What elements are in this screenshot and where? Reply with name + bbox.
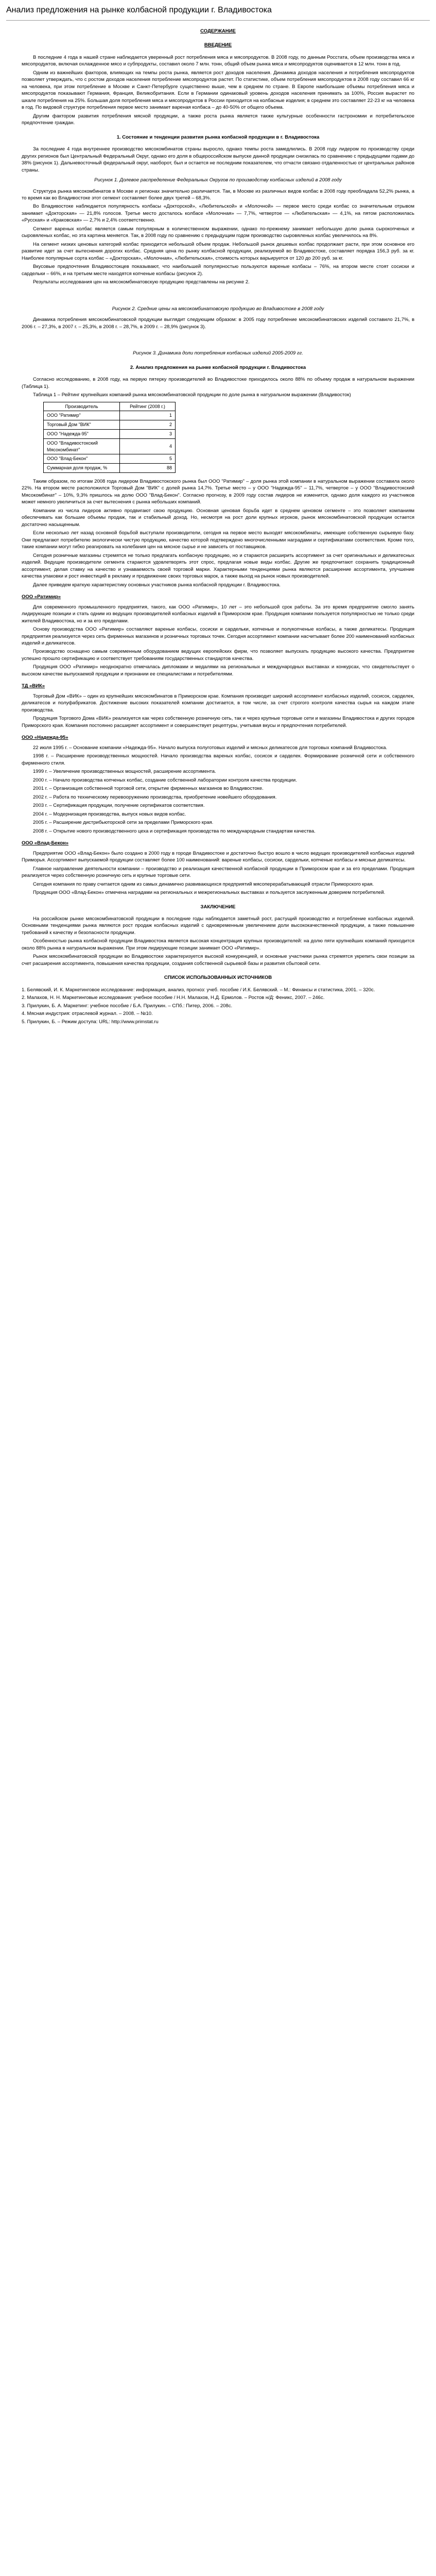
table-row xyxy=(44,420,176,430)
references-heading: СПИСОК ИСПОЛЬЗОВАННЫХ ИСТОЧНИКОВ xyxy=(164,975,272,981)
document-body xyxy=(6,28,430,1026)
company-paragraph: Торговый Дом «ВИК» – один из крупнейших мясокомбинатов в Приморском крае. Компания производит широкий ассортимент колбасных изделий, сосисок, сарделек, деликатесов и полуфабрикатов. Достижение высоких показателей компании достигается, в том числе, за счет строгого контроля качества сырья на каждом этапе производства. xyxy=(22,693,414,713)
company-paragraph: Основу производства ООО «Ратимир» составляют вареные колбасы, сосиски и сардельки, копченые и полукопченые колбасы, а также деликатесы. Продукция предприятия реализуется через сеть фирменных магазинов и розничных торговых точек. Сегодня ассортимент компании насчитывает более 200 наименований колбасных изделий и деликатесов. xyxy=(22,626,414,646)
table-cell: ООО "Влад-Бекон" xyxy=(44,454,120,464)
timeline-item: 2000 г. – Начало производства копченых колбас, создание собственной лаборатории контроля качества продукции. xyxy=(33,777,297,783)
table-cell: 3 xyxy=(120,429,176,438)
timeline-item: 22 июля 1995 г. – Основание компании «Надежда-95». Начало выпуска полуготовых изделий и мясных деликатесов для торговых компаний Владивостока. xyxy=(33,744,388,751)
table-header-row xyxy=(44,402,176,411)
figure3-caption: Рисунок 3. Динамика доли потребления колбасных изделий 2005-2009 гг. xyxy=(133,350,303,357)
reference-item: 4. Мясная индустрия: отраслевой журнал. – 2008. – №10. xyxy=(22,1011,153,1017)
company-paragraph: Главное направление деятельности компании – производство и реализация качественной колбасной продукции в Приморском крае и за его пределами. Продукция реализуется через собственную розничную сеть и крупные торговые сети. xyxy=(22,866,414,879)
conclusion-heading: ЗАКЛЮЧЕНИЕ xyxy=(200,904,236,910)
timeline-item: 2005 г. – Расширение дистрибьюторской сети за пределами Приморского края. xyxy=(33,820,214,826)
producers-table xyxy=(43,402,176,473)
timeline-item: 2004 г. – Модернизация производства, выпуск новых видов колбас. xyxy=(33,811,186,817)
document-title: Анализ предложения на рынке колбасной продукции г. Владивостока xyxy=(6,6,272,14)
company-paragraph: Продукция ООО «Влад-Бекон» отмечена наградами на региональных и межрегиональных выставках и пользуется заслуженным доверием потребителей. xyxy=(33,890,386,896)
section2-paragraph: Согласно исследованию, в 2008 году, на первую пятерку производителей во Владивостоке приходилось около 88% по объему продаж в натуральном выражении (Таблица 1). xyxy=(22,377,414,389)
section2-paragraph: Если несколько лет назад основной борьбой выступали производители, сегодня на первое место выходят мясокомбинаты, имеющие собственную сырьевую базу. Они предлагают потребителю экологически чистую продукцию, качество которой подтверждено многочисленными наградами и сертификатами соответствия. Кроме того, такие компании могут гибко реагировать на колебания цен на мясное сырье и не зависеть от поставщиков. xyxy=(22,530,414,550)
table-row xyxy=(44,429,176,438)
table-caption: Таблица 1 – Рейтинг крупнейших компаний рынка мясокомбинатовской продукции по доле рынка в натуральном выражении (Владивосток) xyxy=(33,392,351,398)
section2-paragraph: Компании из числа лидеров активно продвигают свою продукцию. Основная ценовая борьба идет в среднем ценовом сегменте – это позволяет компаниям обеспечивать как большие объемы продаж, так и стабильный доход. Но, несмотря на рост доли крупных игроков, рынок мясокомбинатовской продукции остается достаточно насыщенным. xyxy=(22,507,414,528)
section2-paragraph: Сегодня розничные магазины стремятся не только предлагать колбасную продукцию, но и стараются расширить ассортимент за счет оригинальных и деликатесных изделий. Ведущие производители сегмента стараются удовлетворять этот спрос, предлагая новые виды колбас. Другие же предпочитают сохранить традиционный ассортимент, делая ставку на качество и узнаваемость своей торговой марки. Характерными тенденциями рынка являются расширение ассортимента, улучшение качества упаковки и рост инвестиций в рекламу и продвижение своих торговых марок, а также выход на рынок новых производителей. xyxy=(22,552,414,580)
figure1-caption: Рисунок 1. Долевое распределение Федеральных Округов по производству колбасных изделий в 2008 году xyxy=(94,177,342,183)
reference-item: 5. Прилукин, Б. – Режим доступа: URL: http://www.primstat.ru xyxy=(22,1019,159,1025)
section1-paragraph: Результаты исследования цен на мясокомбинатовскую продукцию представлены на рисунке 2. xyxy=(33,279,250,285)
intro-paragraph: Другим фактором развития потребления мясной продукции, а также роста рынка является также культурные особенности гастрономии и потребительское предпочтение граждан. xyxy=(22,113,414,126)
table-cell: ООО "Владивостокский Мясокомбинат" xyxy=(44,438,120,454)
table-header-cell: Производитель xyxy=(44,402,120,411)
intro-paragraph: В последние 4 года в нашей стране наблюдается уверенный рост потребления мяса и мясопродуктов. В 2008 году, по данным Росстата, объем производства мяса и мясопродуктов, включая охлажденное мясо и субпродукты, составил около 7 млн. тонн, общий объем рынка мяса и мясопродуктов оценивается в 12 млн. тонн в год. xyxy=(22,54,414,67)
company-paragraph: Продукция ООО «Ратимир» неоднократно отмечалась дипломами и медалями на региональных и международных выставках и конкурсах, что свидетельствует о высоком качестве выпускаемой продукции и признании ее специалистами и потребителями. xyxy=(22,664,414,677)
company-paragraph: Для современного промышленного предприятия, такого, как ООО «Ратимир», 10 лет – это небольшой срок работы. За это время предприятие смогло занять лидирующие позиции и стать одним из ведущих производителей колбасных изделий в Приморском крае. Продукция компании пользуется популярностью не только среди жителей Владивостока, но и за его пределами. xyxy=(22,604,414,624)
company-heading: ООО «Ратимир» xyxy=(22,594,61,600)
table-cell: 1 xyxy=(120,411,176,420)
section1-paragraph: За последние 4 года внутреннее производство мясокомбинатов страны выросло, однако темпы роста замедлились. В 2008 году лидером по производству среди других регионов был Центральный Федеральный Округ, однако его доля в общероссийском выпуске данной продукции снизилась по сравнению с предыдущими годами до 38% (рисунок 1). Дальневосточный федеральный округ, наоборот, был и остается не последним показателем, что отчасти связано отдаленностью от центральных районов страны. xyxy=(22,146,414,173)
figure2-caption: Рисунок 2. Средние цены на мясокомбинатовскую продукцию во Владивостоке в 2008 году xyxy=(112,306,324,312)
table-cell: Торговый Дом "ВИК" xyxy=(44,420,120,430)
conclusion-paragraph: Рынок мясокомбинатовской продукции во Владивостоке характеризуется высокой конкуренцией, и основные участники рынка стремятся укрепить свои позиции за счет расширения ассортимента, повышения качества продукции, создания собственной сырьевой базы и развития сбытовой сети. xyxy=(22,954,414,967)
reference-item: 1. Белявский, И. К. Маркетинговое исследование: информация, анализ, прогноз: учеб. пособие / И.К. Белявский. – М.: Финансы и статистика, 2001. – 320с. xyxy=(22,987,375,993)
company-paragraph: Сегодня компания по праву считается одним из самых динамично развивающихся предприятий мясоперерабатывающей отрасли Приморского края. xyxy=(33,881,374,887)
reference-item: 3. Прилукин, Б. А. Маркетинг: учебное пособие / Б.А. Прилукин. – СПб.: Питер, 2006. – 208с. xyxy=(22,1003,233,1009)
table-row xyxy=(44,411,176,420)
table-cell: 2 xyxy=(120,420,176,430)
conclusion-paragraph: На российском рынке мясокомбинатовской продукции в последние годы наблюдается заметный рост, растущий производство и потребление колбасных изделий. Основными тенденциями рынка являются рост продаж колбасных изделий с одновременным увеличением доли высококачественной продукции, а также повышение требований к качеству и безопасности продукции. xyxy=(22,916,414,936)
company-heading: ТД «ВИК» xyxy=(22,683,45,689)
timeline-item: 2002 г. – Работа по техническому перевооружению производства, приобретение новейшего оборудования. xyxy=(33,794,277,800)
company-heading: ООО «Влад-Бекон» xyxy=(22,840,69,846)
conclusion-paragraph: Особенностью рынка колбасной продукции Владивостока является высокая концентрация крупных производителей: на долю пяти крупнейших компаний приходится около 88% рынка в натуральном выражении. При этом лидирующие позиции занимает ООО «Ратимир». xyxy=(22,938,414,951)
table-header-cell: Рейтинг (2008 г.) xyxy=(120,402,176,411)
contents-heading: СОДЕРЖАНИЕ xyxy=(200,28,236,34)
section1-paragraph: Сегмент вареных колбас является самым популярным в количественном выражении, однако по-прежнему занимает небольшую долю рынка сырокопченых и сыровяленых колбас, но эта картина меняется. Так, в 2008 году по сравнению с предыдущим годом производство сыровяленых колбас увеличилось на 8%. xyxy=(22,226,414,239)
table-row xyxy=(44,438,176,454)
section2-paragraph: Таким образом, по итогам 2008 года лидером Владивостокского рынка был ООО "Ратимир" – доля рынка этой компании в натуральном выражении составила около 22%. На втором месте расположился Торговый Дом "ВИК" с долей рынка 14,7%. Третье место – у ООО "Надежда-95" – 11,7%, четвертое – у ООО "Владивостокский Мясокомбинат" – 10%, 9,3% пришлось на долю ООО "Влад-Бекон". Согласно прогнозу, в 2009 году состав лидеров не изменится, однако доля каждого из участников может немного увеличиться за счет вытеснения с рынка небольших компаний. xyxy=(22,478,414,505)
intro-heading: ВВЕДЕНИЕ xyxy=(204,42,232,48)
intro-paragraph: Одним из важнейших факторов, влияющих на темпы роста рынка, является рост доходов населения. Динамика доходов населения и потребления мясопродуктов позволяет утверждать, что с ростом доходов населения потребление мясопродуктов растет. По статистике, объем потребления мясопродуктов в 2008 году составил 66 кг на человека, при этом потребление в Москве и Санкт-Петербурге существенно выше, чем в среднем по стране. В Европе наибольшие объемы потребления мяса и мясопродуктов показывают Германия, Франция, Великобритания. Если в Германии одинаковый уровень доходов населения принимать за 100%, Россия вырастет по шкале потребления на 25%. Большая доля потребления мяса и мясопродуктов в России приходится на колбасные изделия; в среднем это составляет 22-23 кг на человека в год. По видовой структуре потребления первое место занимает вареная колбаса – до 40-50% от общего объема. xyxy=(22,70,414,111)
company-paragraph: Продукция Торгового Дома «ВИК» реализуется как через собственную розничную сеть, так и через крупные торговые сети и магазины Владивостока и других городов Приморского края. Компания постоянно расширяет ассортимент и совершенствует рецептуры, учитывая вкусы и предпочтения потребителей. xyxy=(22,716,414,728)
section1-heading: 1. Состояние и тенденции развития рынка колбасной продукции в г. Владивостока xyxy=(116,134,320,140)
references-list xyxy=(22,987,414,1025)
timeline-item: 2001 г. – Организация собственной торговой сети, открытие фирменных магазинов во Владивостоке. xyxy=(33,786,264,792)
company-timeline xyxy=(22,744,414,835)
timeline-item: 1999 г. – Увеличение производственных мощностей, расширение ассортимента. xyxy=(33,769,216,775)
table-cell: 5 xyxy=(120,454,176,464)
company-paragraph: Предприятие ООО «Влад-Бекон» было создано в 2000 году в городе Владивостоке и достаточно быстро вошло в число ведущих производителей колбасных изделий Приморья. Ассортимент выпускаемой продукции составляет более 100 наименований: вареные колбасы, сосиски, сардельки, копченые колбасы и мясные деликатесы. xyxy=(22,850,414,863)
section2-heading: 2. Анализ предложения на рынке колбасной продукции г. Владивостока xyxy=(130,364,306,370)
section1-paragraph: Вкусовые предпочтения Владивостокцев показывают, что наибольшей популярностью пользуются вареные колбасы – 76%, на втором месте стоят сосиски и сардельки – 66%, и на третьем месте находятся копченые колбасы (рисунок 2). xyxy=(22,264,414,277)
section1-paragraph: Во Владивостоке наблюдается популярность колбасы «Докторской», «Любительской» и «Молочной» — первое место среди колбас со значительным отрывом занимает «Докторская» — 21,8% голосов. Третье место досталось колбасе «Молочная» — 7,7%, четвертое — «Любительская» — 4,1%, на пятом расположилась «Русская» и «Краковская» — 2,7% и 2,4% соответственно. xyxy=(22,204,414,224)
table-row xyxy=(44,454,176,464)
table-cell: 88 xyxy=(120,464,176,473)
timeline-item: 2003 г. – Сертификация продукции, получение сертификатов соответствия. xyxy=(33,803,205,809)
title-divider xyxy=(6,20,430,21)
section2-paragraph: Далее приведем краткую характеристику основных участников рынка колбасной продукции г. Владивостока. xyxy=(33,582,281,588)
timeline-item: 1998 г. – Расширение производственных мощностей. Начало производства вареных колбас, сосисок и сарделек. Формирование розничной сети и собственного фирменного стиля. xyxy=(22,753,414,766)
section1-paragraph: На сегмент низких ценовых категорий колбас приходится небольшой объем продаж. Небольшой рынок дешевых колбас продолжает расти, при этом основное его развитие идет за счет вытеснения дорогих колбас. Средняя цена по рынку колбасной продукции, реализуемой во Владивостоке, составляет порядка 156,3 руб. за кг. Наиболее популярные сорта колбас – «Докторская», «Молочная», «Любительская», стоимость которых варьируется от 120 до 200 руб. за кг. xyxy=(22,241,414,261)
section1-paragraph: Динамика потребления мясокомбинатовской продукции выглядит следующим образом: в 2005 году потребление мясокомбинатовских изделий составило 21,7%, в 2006 г. – 27,3%, в 2007 г. – 25,3%, в 2008 г. – 28,7%, в 2009 г. – 28,9% (рисунок 3). xyxy=(22,317,414,330)
table-row xyxy=(44,464,176,473)
document-page xyxy=(0,0,436,1036)
table-cell: Суммарная доля продаж, % xyxy=(44,464,120,473)
table-cell: ООО "Надежда-95" xyxy=(44,429,120,438)
company-heading: ООО «Надежда-95» xyxy=(22,735,68,741)
table-cell: 4 xyxy=(120,438,176,454)
table-cell: ООО "Ратимир" xyxy=(44,411,120,420)
timeline-item: 2008 г. – Открытие нового производственного цеха и сертификация производства по международным стандартам качества. xyxy=(33,828,316,834)
reference-item: 2. Малахов, Н. Н. Маркетинговые исследования: учебное пособие / Н.Н. Малахов, Н.Д. Ермолов. – Ростов н/Д: Феникс, 2007. – 246с. xyxy=(22,995,325,1001)
section1-paragraph: Структура рынка мясокомбинатов в Москве и регионах значительно различается. Так, в Москве из различных видов колбас в 2008 году преобладала 52,2% рынка, а то время как во Владивостоке этот сегмент составляет более двух третей – 68,3%. xyxy=(22,188,414,201)
company-paragraph: Производство оснащено самым современным оборудованием ведущих европейских фирм, что позволяет выпускать продукцию высокого качества. Предприятие успешно прошло сертификацию и соответствует требованиям государственных стандартов качества. xyxy=(22,649,414,662)
